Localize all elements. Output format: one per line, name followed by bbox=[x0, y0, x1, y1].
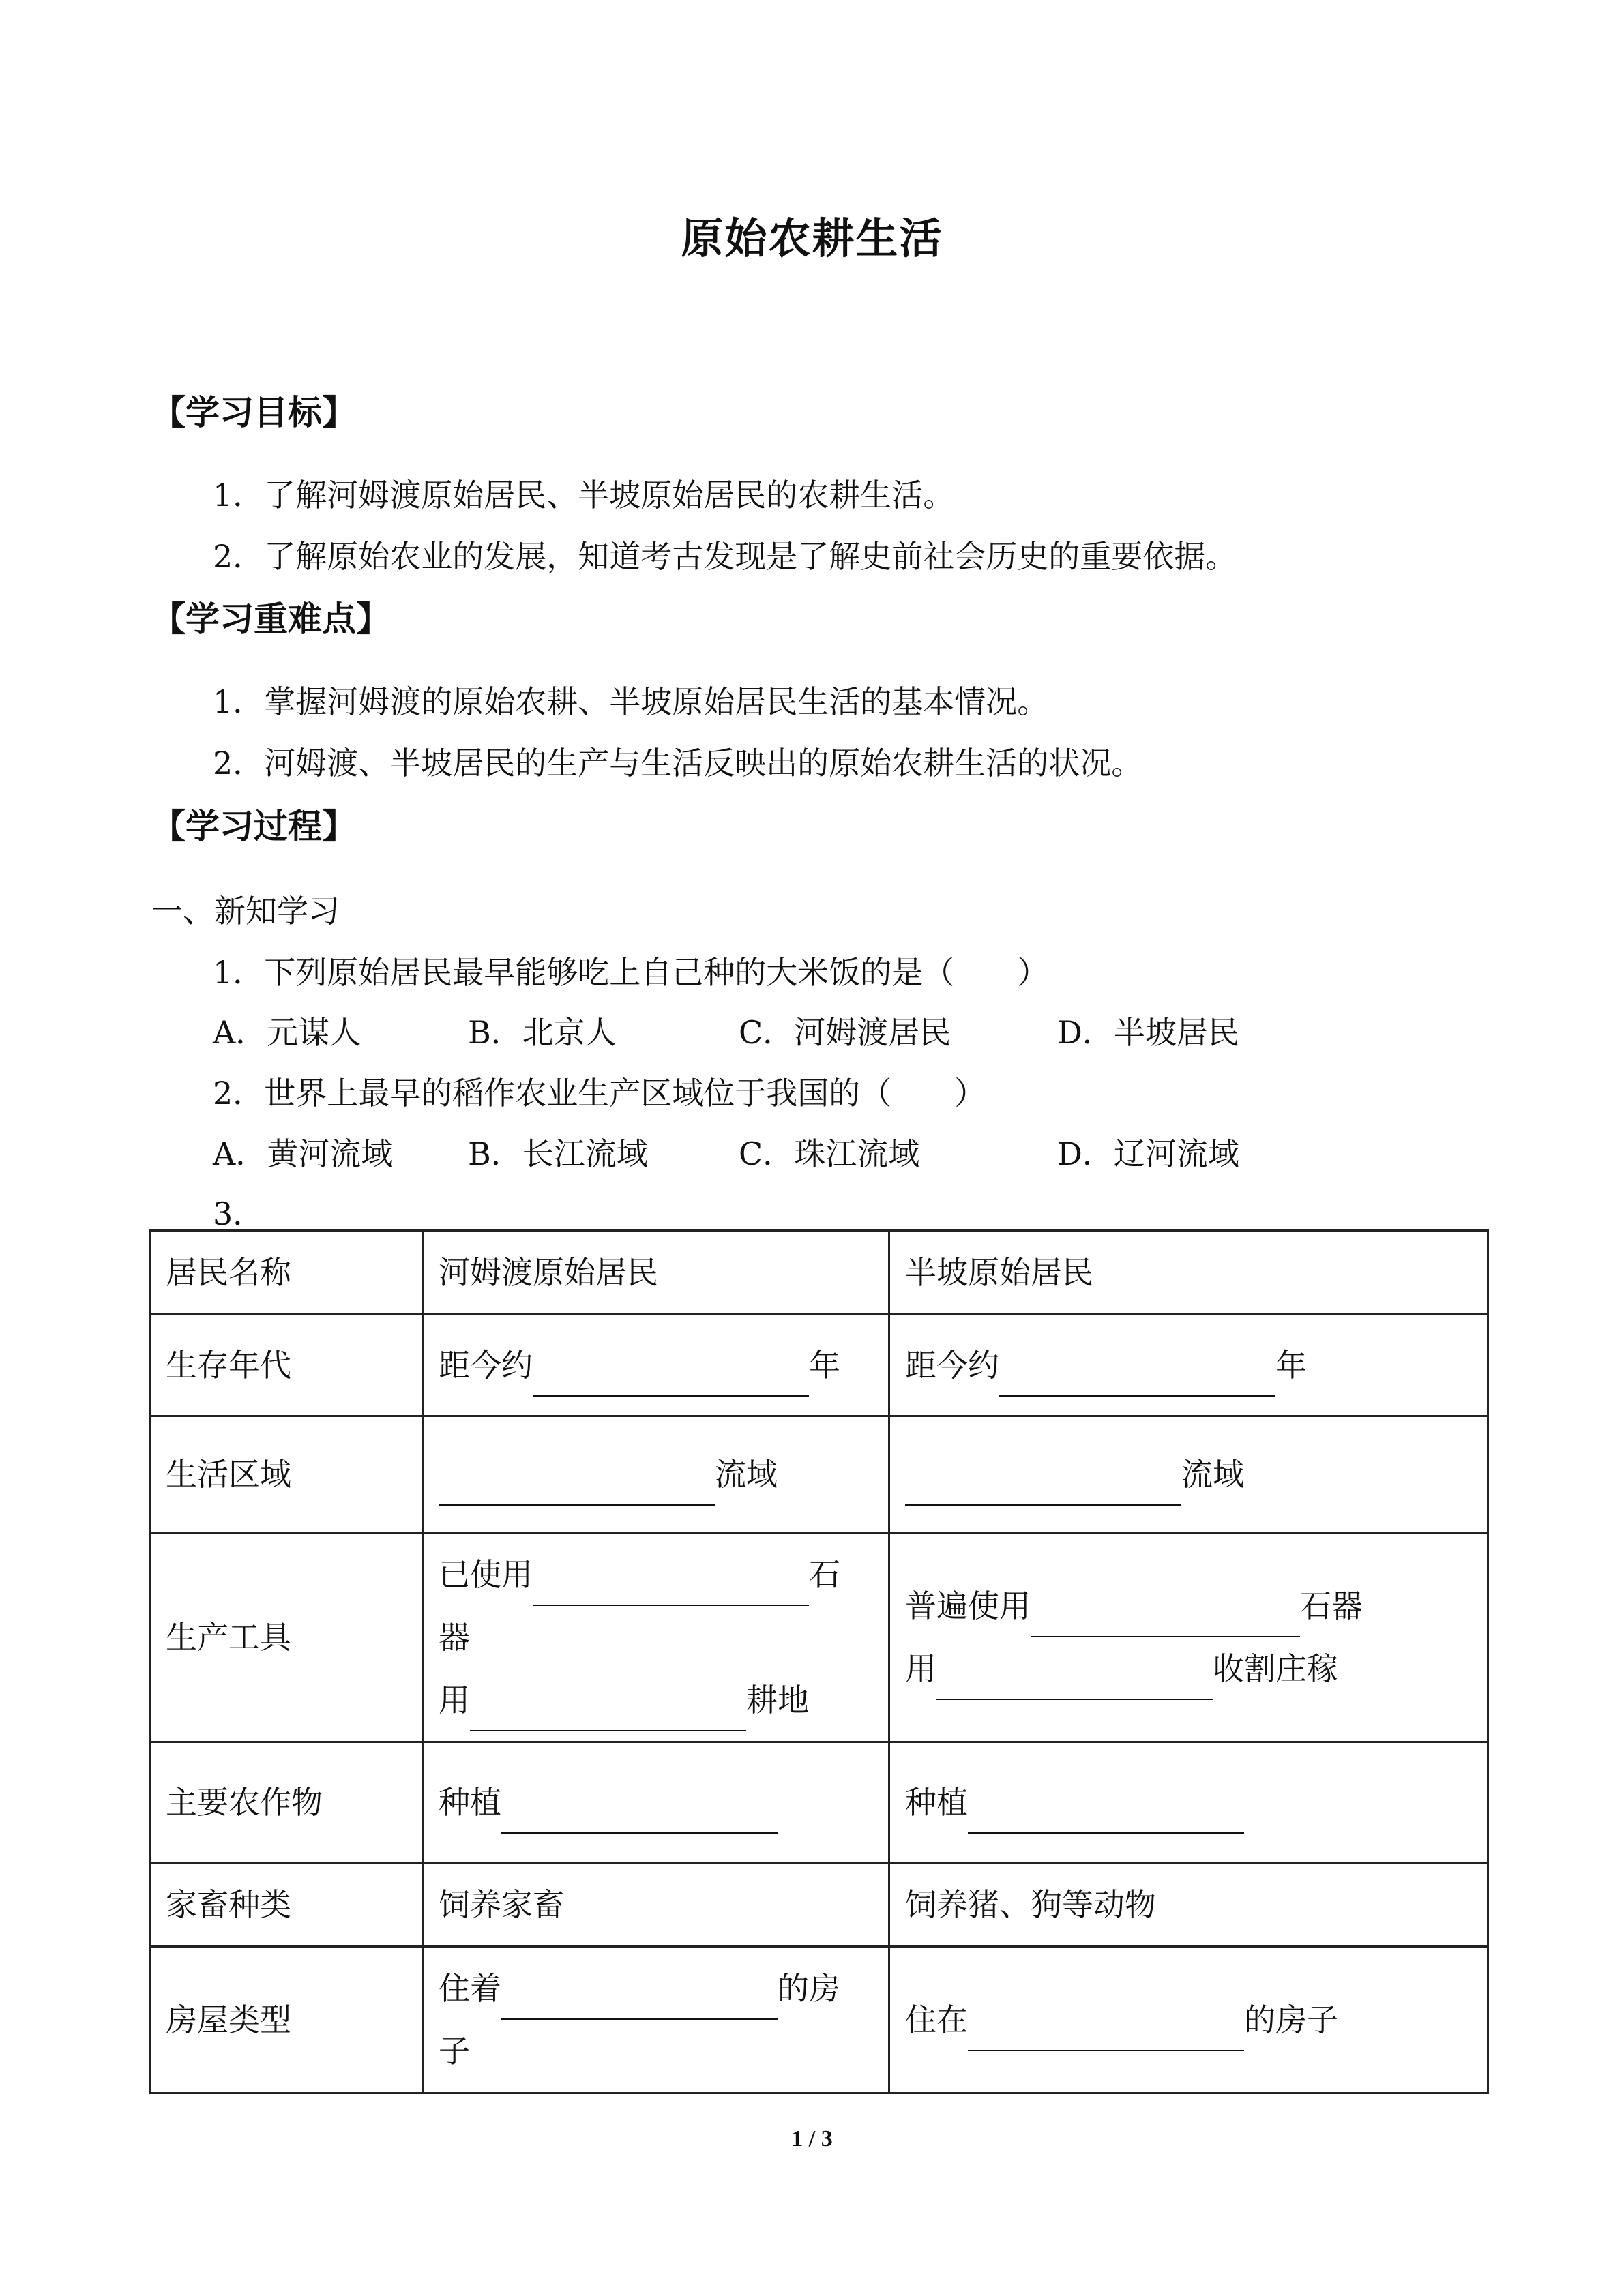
cell-text: 收割庄稼 bbox=[1213, 1650, 1338, 1687]
table-cell bbox=[423, 1416, 889, 1533]
fill-blank[interactable] bbox=[968, 1800, 1244, 1834]
fill-blank[interactable] bbox=[533, 1362, 809, 1397]
question-1-stem: 1．下列原始居民最早能够吃上自己种的大米饭的是（ ） bbox=[213, 954, 1049, 991]
cell-text: 距今约 bbox=[905, 1347, 999, 1384]
table-cell bbox=[889, 1416, 1488, 1533]
subsection-heading: 一、新知学习 bbox=[151, 893, 340, 929]
table-row bbox=[150, 1416, 1488, 1533]
fill-blank[interactable] bbox=[999, 1362, 1275, 1397]
table-cell: 半坡原始居民 bbox=[889, 1231, 1488, 1315]
cell-text: 石 bbox=[809, 1556, 840, 1593]
goal-item: 2．了解原始农业的发展，知道考古发现是了解史前社会历史的重要依据。 bbox=[213, 538, 1237, 575]
cell-line bbox=[439, 1669, 873, 1731]
question-2-option-c: C．珠江流域 bbox=[739, 1135, 920, 1172]
cell-text: 年 bbox=[1275, 1347, 1307, 1384]
table-cell bbox=[423, 1315, 889, 1416]
cell-text: 流域 bbox=[715, 1456, 778, 1493]
table-cell bbox=[889, 1315, 1488, 1416]
fill-blank[interactable] bbox=[470, 1697, 746, 1731]
section-heading-process: 【学习过程】 bbox=[151, 807, 356, 846]
table-cell bbox=[423, 1947, 889, 2093]
table-cell: 饲养猪、狗等动物 bbox=[889, 1863, 1488, 1947]
cell-text: 已使用 bbox=[439, 1556, 533, 1593]
key-point-item: 1．掌握河姆渡的原始农耕、半坡原始居民生活的基本情况。 bbox=[213, 683, 1049, 720]
key-point-item: 2．河姆渡、半坡居民的生产与生活反映出的原始农耕生活的状况。 bbox=[213, 745, 1143, 781]
fill-blank[interactable] bbox=[501, 1986, 778, 2020]
table-row bbox=[150, 1742, 1488, 1863]
question-2-stem: 2．世界上最早的稻作农业生产区域位于我国的（ ） bbox=[213, 1075, 986, 1112]
table-row bbox=[150, 1315, 1488, 1416]
fill-blank[interactable] bbox=[439, 1472, 715, 1506]
table-cell bbox=[889, 1533, 1488, 1742]
table-cell: 居民名称 bbox=[150, 1231, 423, 1315]
question-1-option-d: D．半坡居民 bbox=[1057, 1014, 1239, 1051]
cell-text: 流域 bbox=[1181, 1456, 1244, 1493]
cell-text: 用 bbox=[439, 1682, 470, 1718]
fill-blank[interactable] bbox=[936, 1666, 1213, 1700]
table-cell bbox=[423, 1533, 889, 1742]
question-2-option-a: A．黄河流域 bbox=[213, 1135, 393, 1172]
cell-text: 距今约 bbox=[439, 1347, 533, 1384]
table-cell: 主要农作物 bbox=[150, 1742, 423, 1863]
table-row bbox=[150, 1863, 1488, 1947]
table-row bbox=[150, 1533, 1488, 1742]
cell-text: 普遍使用 bbox=[905, 1587, 1031, 1624]
section-heading-goals: 【学习目标】 bbox=[151, 393, 356, 432]
cell-line bbox=[439, 1543, 873, 1606]
cell-line bbox=[905, 1575, 1472, 1637]
table-cell: 生产工具 bbox=[150, 1533, 423, 1742]
question-2-option-b: B．长江流域 bbox=[468, 1135, 648, 1172]
cell-text: 住着 bbox=[439, 1970, 501, 2007]
question-3-label: 3． bbox=[213, 1195, 265, 1232]
fill-blank[interactable] bbox=[533, 1572, 809, 1606]
fill-blank[interactable] bbox=[905, 1472, 1181, 1506]
table-cell: 房屋类型 bbox=[150, 1947, 423, 2093]
question-1-option-c: C．河姆渡居民 bbox=[739, 1014, 951, 1051]
table-cell: 生存年代 bbox=[150, 1315, 423, 1416]
cell-text: 年 bbox=[809, 1347, 840, 1384]
table-cell: 河姆渡原始居民 bbox=[423, 1231, 889, 1315]
cell-line bbox=[905, 1637, 1472, 1700]
cell-text: 的房 bbox=[778, 1970, 840, 2007]
comparison-table bbox=[149, 1229, 1489, 2094]
fill-blank[interactable] bbox=[1031, 1603, 1300, 1637]
question-2-option-d: D．辽河流域 bbox=[1057, 1135, 1239, 1172]
cell-text: 用 bbox=[905, 1650, 936, 1687]
page-number: 1 / 3 bbox=[791, 2126, 833, 2151]
cell-text: 种植 bbox=[905, 1784, 968, 1821]
table-cell bbox=[889, 1742, 1488, 1863]
cell-line bbox=[439, 1957, 873, 2020]
cell-text: 的房子 bbox=[1244, 2001, 1338, 2038]
table-cell bbox=[423, 1742, 889, 1863]
goal-item: 1．了解河姆渡原始居民、半坡原始居民的农耕生活。 bbox=[213, 477, 955, 513]
table-cell: 生活区域 bbox=[150, 1416, 423, 1533]
question-1-option-a: A．元谋人 bbox=[213, 1014, 361, 1051]
table-cell: 家畜种类 bbox=[150, 1863, 423, 1947]
cell-line: 子 bbox=[439, 2033, 470, 2070]
fill-blank[interactable] bbox=[501, 1800, 778, 1834]
cell-line: 器 bbox=[439, 1619, 470, 1656]
cell-text: 耕地 bbox=[746, 1682, 809, 1718]
question-1-option-b: B．北京人 bbox=[468, 1014, 617, 1051]
cell-text: 住在 bbox=[905, 2001, 968, 2038]
table-cell: 饲养家畜 bbox=[423, 1863, 889, 1947]
page-title: 原始农耕生活 bbox=[681, 213, 943, 263]
table-row bbox=[150, 1947, 1488, 2093]
table-header-row bbox=[150, 1231, 1488, 1315]
table-cell bbox=[889, 1947, 1488, 2093]
cell-text: 石器 bbox=[1300, 1587, 1363, 1624]
fill-blank[interactable] bbox=[968, 2017, 1244, 2051]
section-heading-key-points: 【学习重难点】 bbox=[151, 599, 390, 639]
cell-text: 种植 bbox=[439, 1784, 501, 1821]
